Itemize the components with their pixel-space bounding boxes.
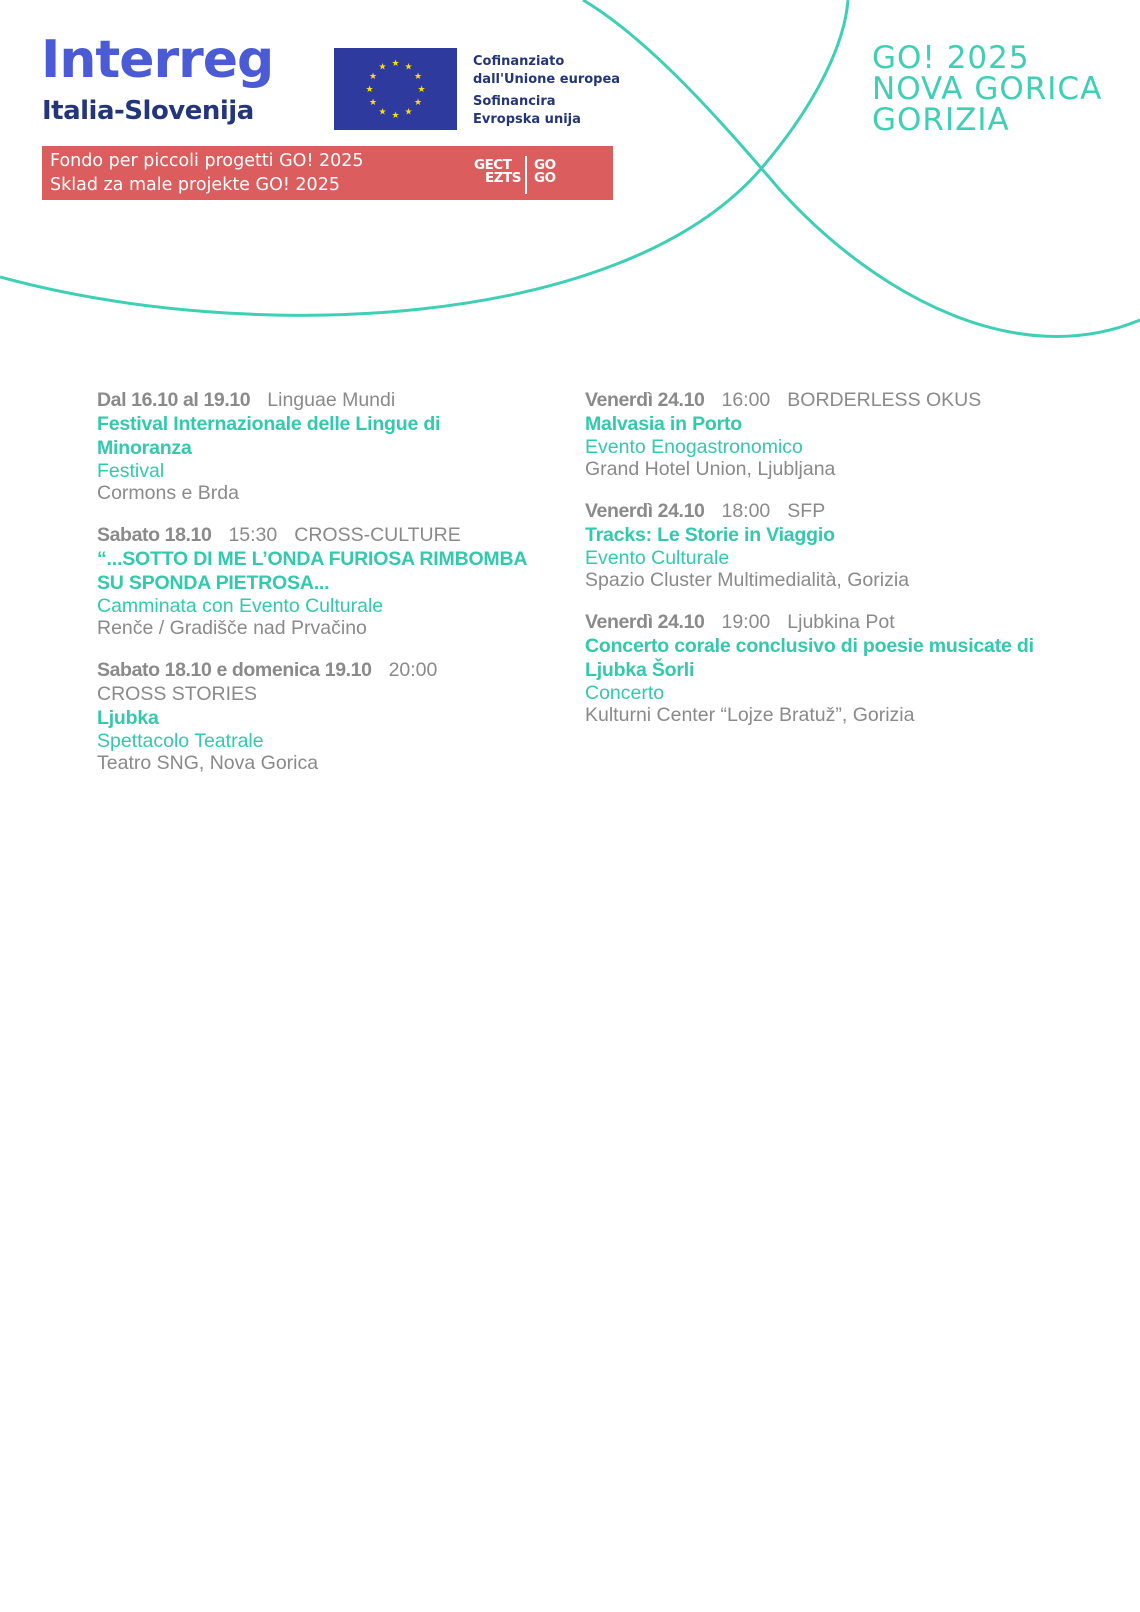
event-date: Venerdì 24.10 <box>585 611 705 633</box>
event-type: Evento Enogastronomico <box>585 436 803 458</box>
event-header <box>97 388 527 412</box>
eu-star-icon: ★ <box>391 111 400 121</box>
event-organizer: CROSS STORIES <box>97 683 258 705</box>
event-title: Tracks: Le Storie in Viaggio <box>585 524 835 546</box>
eu-text-line: Evropska unija <box>473 112 581 127</box>
go2025-logo <box>872 40 1103 138</box>
event-item <box>97 388 527 504</box>
event-organizer: CROSS-CULTURE <box>294 524 461 546</box>
gect-logo-text: GECT <box>474 157 512 173</box>
events-right-column <box>585 388 1055 745</box>
eu-text-line: Cofinanziato <box>473 54 565 69</box>
eu-star-icon: ★ <box>413 98 423 108</box>
event-title: Malvasia in Porto <box>585 413 742 435</box>
event-type: Spettacolo Teatrale <box>97 730 264 752</box>
event-place: Spazio Cluster Multimedialità, Gorizia <box>585 569 910 591</box>
event-title: “...SOTTO DI ME L’ONDA FURIOSA RIMBOMBA SU SPONDA PIETROSA... <box>97 548 527 594</box>
eu-star-icon: ★ <box>417 85 426 95</box>
gect-go-logo <box>474 159 584 189</box>
event-header <box>97 523 527 547</box>
logo-divider <box>525 156 527 194</box>
go2025-logo-line: GORIZIA <box>872 102 1010 138</box>
event-time: 16:00 <box>721 389 771 411</box>
eu-star-icon: ★ <box>368 72 378 82</box>
event-item <box>585 610 1055 726</box>
eu-cofinancing-text <box>473 53 620 129</box>
event-place: Grand Hotel Union, Ljubljana <box>585 458 836 480</box>
interreg-wordmark: Interreg <box>41 30 274 90</box>
event-title: Festival Internazionale delle Lingue di Minoranza <box>97 413 441 459</box>
event-time: 19:00 <box>721 611 771 633</box>
event-organizer: BORDERLESS OKUS <box>787 389 982 411</box>
fund-banner-line: Sklad za male projekte GO! 2025 <box>50 175 340 195</box>
event-item <box>585 499 1055 591</box>
eu-text-line: dall'Unione europea <box>473 72 621 87</box>
event-organizer: Linguae Mundi <box>267 389 396 411</box>
event-place: Renče / Gradišče nad Prvačino <box>97 617 367 639</box>
eu-star-icon: ★ <box>404 107 413 118</box>
event-header <box>585 388 1055 412</box>
eu-star-icon: ★ <box>378 107 387 118</box>
event-date: Sabato 18.10 <box>97 524 212 546</box>
event-type: Camminata con Evento Culturale <box>97 595 384 617</box>
eu-star-icon: ★ <box>378 62 387 73</box>
eu-text-line: Sofinancira <box>473 94 556 109</box>
eu-star-icon: ★ <box>391 59 400 69</box>
eu-star-icon: ★ <box>404 62 413 73</box>
event-header <box>585 610 1055 634</box>
event-date: Venerdì 24.10 <box>585 500 705 522</box>
event-type: Festival <box>97 460 165 482</box>
event-date: Dal 16.10 al 19.10 <box>97 389 251 411</box>
event-item <box>97 658 527 774</box>
event-organizer: Ljubkina Pot <box>787 611 895 633</box>
event-type: Evento Culturale <box>585 547 730 569</box>
interreg-region: Italia-Slovenija <box>42 96 254 126</box>
eu-star-icon: ★ <box>368 98 378 108</box>
event-title: Ljubka <box>97 707 159 729</box>
event-time: 15:30 <box>228 524 278 546</box>
event-date: Sabato 18.10 e domenica 19.10 <box>97 659 372 681</box>
event-place: Cormons e Brda <box>97 482 239 504</box>
go-logo-text: GO <box>534 157 556 173</box>
event-place: Teatro SNG, Nova Gorica <box>97 752 319 774</box>
go2025-logo-line: GO! 2025 <box>872 40 1030 76</box>
event-item <box>97 523 527 639</box>
eu-star-icon: ★ <box>365 85 374 95</box>
ezts-logo-text: EZTS <box>485 170 521 186</box>
event-item <box>585 388 1055 480</box>
events-left-column <box>97 388 527 793</box>
go-logo-text: GO <box>534 170 556 186</box>
event-time: 18:00 <box>721 500 771 522</box>
event-time: 20:00 <box>388 659 438 681</box>
event-organizer: SFP <box>787 500 826 522</box>
event-title: Concerto corale conclusivo di poesie musicate di Ljubka Šorli <box>585 635 1034 681</box>
eu-flag-icon <box>334 48 457 130</box>
fund-banner-line: Fondo per piccoli progetti GO! 2025 <box>50 151 364 171</box>
go2025-logo-line: NOVA GORICA <box>872 71 1103 107</box>
fund-banner <box>42 146 613 200</box>
event-type: Concerto <box>585 682 665 704</box>
event-header <box>97 658 527 706</box>
event-header <box>585 499 1055 523</box>
event-place: Kulturni Center “Lojze Bratuž”, Gorizia <box>585 704 915 726</box>
event-date: Venerdì 24.10 <box>585 389 705 411</box>
eu-star-icon: ★ <box>413 72 423 82</box>
